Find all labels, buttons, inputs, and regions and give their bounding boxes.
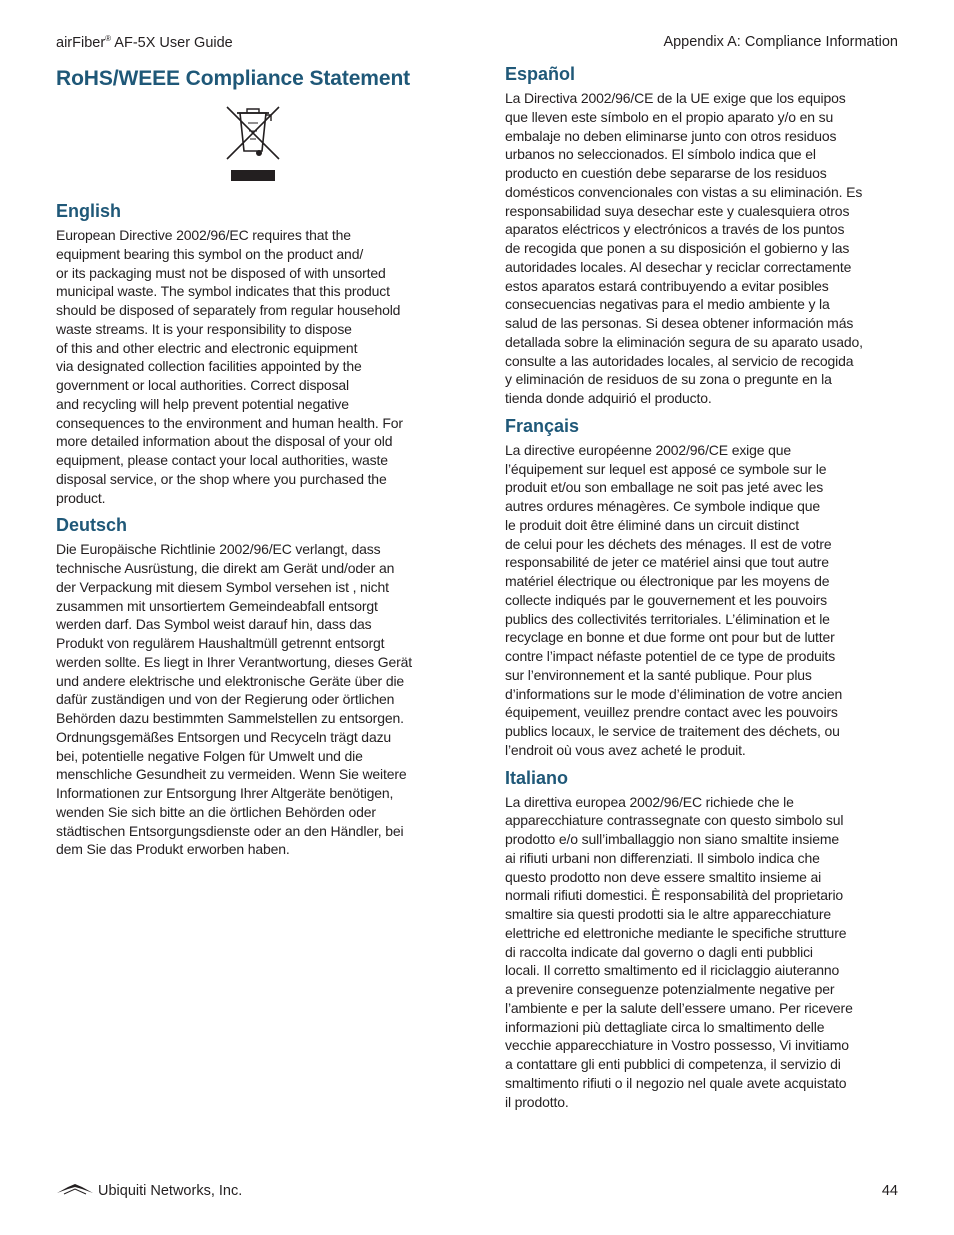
english-text: European Directive 2002/96/EC requires that the equipment bearing this symbol on the product and/ or its packaging must not be disposed of with unsorted municipal waste. The symbol indicates that this product should be disposed of separately from regular household waste streams. It is your responsibility to dispose of this and other electric and electronic equipment via designated collection facilities appointed by the government or local authorities. Correct disposal and recycling will help prevent potential negative consequences to the environment and human health. For more detailed information about the disposal of your old equipment, please contact your local authorities, waste disposal service, or the shop where you purchased the product. bbox=[56, 227, 403, 506]
section-heading-francais: Français bbox=[505, 415, 580, 436]
section-heading-deutsch: Deutsch bbox=[56, 515, 128, 536]
registered-mark: ® bbox=[105, 34, 112, 43]
running-header-title bbox=[56, 34, 233, 51]
ubiquiti-logo-icon bbox=[56, 1183, 94, 1199]
italiano-text: La direttiva europea 2002/96/EC richiede che le apparecchiature contrassegnate con questo simbolo sul prodotto e/o sull’imballaggio non siano smaltite insieme ai rifiuti urbani non differenziati. Il simbolo indica che questo prodotto non deve essere smaltito insieme ai normali rifiuti domestici. È responsabilità del proprietario smaltire sia questi prodotti sia le altre apparecchiature elettriche ed elettroniche mediante le specifiche strutture di raccolta indicate dal governo o dagli enti pubblici locali. Il corretto smaltimento ed il riciclaggio aiuteranno a prevenire conseguenze potenzialmente negative per l’ambiente e per la salute dell’essere umano. Per ricevere informazioni più dettagliate circa lo smaltimento delle vecchie apparecchiature in Vostro possesso, Vi invitiamo a contattare gli enti pubblici di competenza, il servizio di smaltimento rifiuti o il negozio nel quale avete acquistato il prodotto. bbox=[505, 793, 853, 1110]
crossed-out-wheelie-bin-icon bbox=[223, 103, 283, 183]
page-number: 44 bbox=[881, 1183, 898, 1199]
section-heading-italiano: Italiano bbox=[505, 767, 569, 788]
page-title: RoHS/WEEE Compliance Statement bbox=[56, 67, 411, 90]
product-name: airFiber bbox=[56, 34, 106, 51]
section-heading-english: English bbox=[56, 201, 122, 221]
english-section bbox=[56, 201, 450, 507]
espanol-text: La Directiva 2002/96/CE de la UE exige que los equipos que lleven este símbolo en el propio aparato y/o en su embalaje no deben eliminarse junto con otros residuos urbanos no seleccionados. El símbolo indica que el producto en cuestión debe separarse de los residuos domésticos convencionales con vistas a su eliminación. Es responsabilidad suya desechar este y cualesquiera otros aparatos eléctricos y electrónicos a través de los puntos de recogida que ponen a su disposición el gobierno y las autoridades locales. Al desechar y reciclar correctamente estos aparatos estará contribuyendo a evitar posibles consecuencias negativas para el medio ambiente y la salud de las personas. Si desea obtener información más detallada sobre la eliminación segura de su aparato usado, consulte a las autoridades locales, al servicio de recogida y eliminación de residuos de su zona o pregunte en la tienda donde adquirió el producto. bbox=[505, 90, 863, 406]
deutsch-text: Die Europäische Richtlinie 2002/96/EC verlangt, dass technische Ausrüstung, die direkt am Gerät und/oder an der Verpackung mit diesem Symbol versehen ist , nicht zusammen mit unsortiertem Gemeindeabfall entsorgt werden darf. Das Symbol weist darauf hin, dass das Produkt von regulärem Haushaltmüll getrennt entsorgt werden sollte. Es liegt in Ihrer Verantwortung, dieses Gerät und andere elektrische und elektronische Geräte über die dafür zuständigen und von der Regierung oder örtlichen Behörden dazu bestimmten Sammelstellen zu entsorgen. Ordnungsgemäßes Entsorgen und Recyceln trägt dazu bei, potentielle negative Folgen für Umwelt und die menschliche Gesundheit zu vermeiden. Wenn Sie weitere Informationen zur Entsorgung Ihrer Altgeräte benötigen, wenden Sie sich bitte an die örtlichen Behörden oder städtischen Entsorgungsdienste oder an den Händler, bei dem Sie das Produkt erworben haben. bbox=[56, 541, 412, 858]
francais-text: La directive européenne 2002/96/CE exige que l’équipement sur lequel est apposé ce symbole sur le produit et/ou son emballage ne soit pas jeté avec les autres ordures ménagères. Ce symbole indique que le produit doit être éliminé dans un circuit distinct de celui pour les déchets des ménages. Il est de votre responsabilité de jeter ce matériel ainsi que tout autre matériel électrique ou électronique par les moyens de collecte indiqués par le gouvernement et les pouvoirs publics des collectivités territoriales. L’élimination et le recyclage en bonne et due forme ont pour but de lutter contre l’impact néfaste potentiel de ce type de produits sur l’environnement et la santé publique. Pour plus d’informations sur le mode d’élimination de votre ancien équipement, veuillez prendre contact avec les pouvoirs publics locaux, le service de traitement des déchets, ou l’endroit où vous avez acheté le produit. bbox=[505, 441, 843, 758]
italiano-section bbox=[505, 768, 899, 1112]
espanol-section bbox=[505, 64, 899, 408]
guide-name: AF-5X User Guide bbox=[111, 34, 233, 51]
section-heading-espanol: Español bbox=[505, 64, 576, 84]
company-name: Ubiquiti Networks, Inc. bbox=[98, 1183, 243, 1199]
footer-company bbox=[56, 1183, 242, 1199]
francais-section bbox=[505, 416, 899, 760]
running-header-section: Appendix A: Compliance Information bbox=[663, 34, 898, 50]
right-column bbox=[505, 64, 899, 1111]
deutsch-section bbox=[56, 515, 450, 859]
left-column bbox=[56, 64, 450, 859]
